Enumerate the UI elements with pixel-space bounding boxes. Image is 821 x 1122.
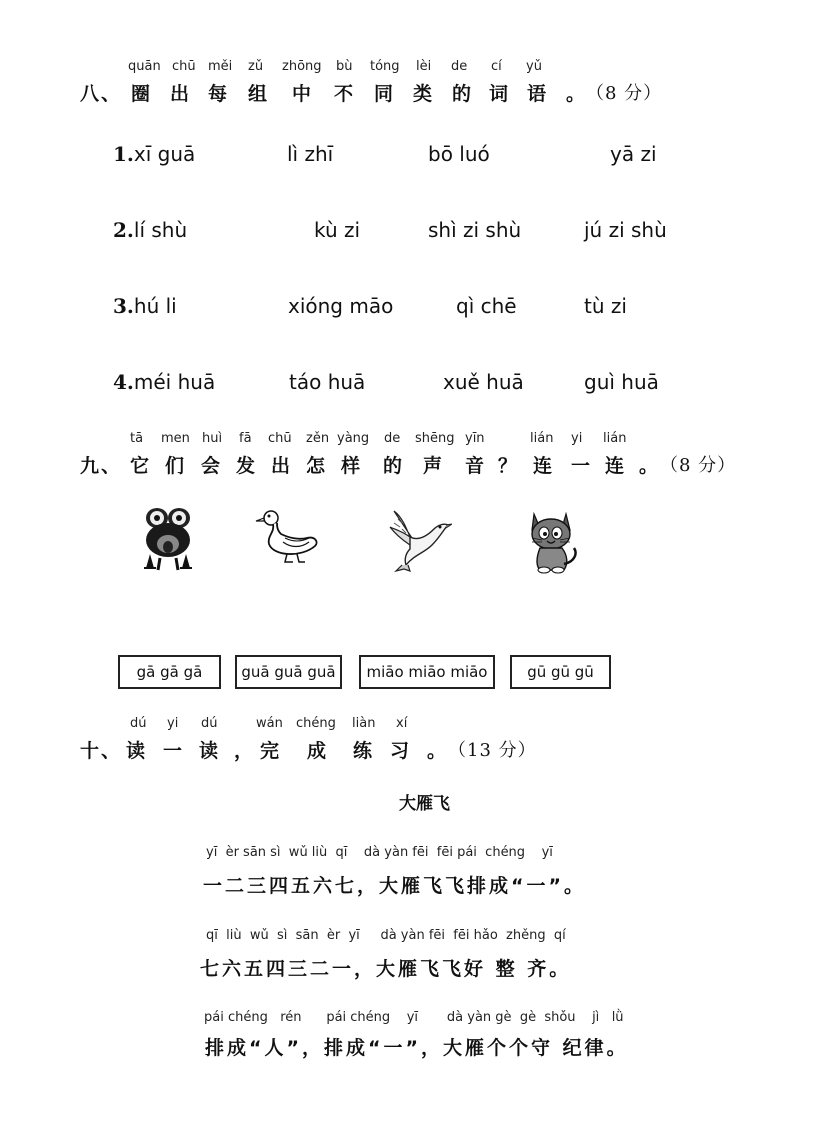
q8-row-1-item-4[interactable]: yā zi: [610, 142, 657, 166]
q9-char-6: 怎: [306, 455, 328, 477]
dove-image[interactable]: [388, 507, 452, 573]
q9-pinyin-6: zěn: [306, 431, 330, 446]
q9-pinyin-11: lián: [530, 431, 554, 446]
q8-row-2-item-3[interactable]: shì zi shù: [428, 218, 522, 242]
q8-pinyin-8: lèi: [416, 59, 432, 74]
sound-box-2[interactable]: [235, 655, 342, 689]
duck-image[interactable]: [255, 508, 321, 564]
q10-pinyin-6: liàn: [352, 716, 376, 731]
q8-char-1: 圈: [131, 83, 153, 105]
q10-char-8: 习: [390, 740, 412, 762]
q8-row-3: [113, 294, 177, 318]
q9-pinyin-2: men: [161, 431, 190, 446]
q9-pinyin-3: huì: [202, 431, 223, 446]
q8-pinyin-6: bù: [336, 59, 353, 74]
q8-char-8: 类: [413, 83, 435, 105]
sound-box-1-label: gā gā gā: [136, 663, 203, 681]
q9-pinyin-4: fā: [239, 431, 252, 446]
q10-char-2: 一: [163, 740, 185, 762]
sound-box-3-label: miāo miāo miāo: [366, 663, 488, 681]
q9-number: 九、: [80, 455, 123, 477]
poem-line-1-pinyin: yī èr sān sì wǔ liù qī dà yàn fēi fēi pái chéng yī: [206, 845, 553, 860]
q10-pinyin-3: dú: [201, 716, 218, 731]
poem-line-3-text: 排成“人”，排成“一”，大雁个个守 纪律。: [205, 1037, 629, 1059]
q9-char-12: 连: [533, 455, 555, 477]
q8-score: （8 分）: [586, 83, 663, 104]
q8-row-4-item-3[interactable]: xuě huā: [443, 370, 524, 394]
q10-pinyin-5: chéng: [296, 716, 336, 731]
q8-row-3-number: 3.: [113, 294, 134, 318]
q8-char-4: 组: [248, 83, 270, 105]
q8-row-2-item-2[interactable]: kù zi: [314, 218, 361, 242]
q8-char-6: 不: [334, 83, 356, 105]
q8-pinyin-11: yǔ: [526, 59, 542, 74]
q9-char-9: 声: [423, 455, 445, 477]
q8-number: 八、: [80, 83, 123, 105]
q10-char-4: ，: [234, 740, 256, 762]
q8-char-3: 每: [208, 83, 230, 105]
q8-row-1-item-2[interactable]: lì zhī: [287, 142, 334, 166]
q8-row-4-item-2[interactable]: táo huā: [289, 370, 366, 394]
sound-box-4[interactable]: [510, 655, 611, 689]
sound-box-3[interactable]: [359, 655, 495, 689]
q9-char-15: 。: [639, 455, 661, 477]
q8-row-1-item-3[interactable]: bō luó: [428, 142, 490, 166]
q8-char-11: 语: [527, 83, 549, 105]
poem-line-1-text: 一二三四五六七，大雁飞飞排成“一”。: [203, 875, 586, 897]
q8-pinyin-4: zǔ: [248, 59, 264, 74]
q8-char-12: 。: [566, 83, 588, 105]
q8-pinyin-2: chū: [172, 59, 196, 74]
q8-pinyin-1: quān: [128, 59, 161, 74]
q8-row-2-item-4[interactable]: jú zi shù: [584, 218, 667, 242]
q9-pinyin-8: de: [384, 431, 401, 446]
sound-box-4-label: gū gū gū: [527, 663, 594, 681]
q8-row-2-item-1[interactable]: lí shù: [133, 218, 188, 242]
poem-title: 大雁飞: [399, 794, 450, 814]
q8-pinyin-5: zhōng: [282, 59, 322, 74]
q9-char-10: 音: [465, 455, 487, 477]
q8-row-4: [113, 370, 215, 394]
q9-char-5: 出: [271, 455, 293, 477]
q9-pinyin-5: chū: [268, 431, 292, 446]
q8-row-1-number: 1.: [113, 142, 134, 166]
q10-score: （13 分）: [448, 740, 537, 761]
sound-box-1[interactable]: [118, 655, 221, 689]
q9-char-7: 样: [341, 455, 363, 477]
q9-char-13: 一: [571, 455, 593, 477]
q9-char-14: 连: [605, 455, 627, 477]
q8-row-1-item-1[interactable]: xī guā: [133, 142, 196, 166]
q10-char-5: 完: [260, 740, 282, 762]
q8-row-4-item-4[interactable]: guì huā: [584, 370, 659, 394]
q10-pinyin-2: yi: [167, 716, 179, 731]
q9-char-11: ？: [498, 455, 520, 477]
q8-pinyin-3: měi: [208, 59, 233, 74]
cat-image[interactable]: [524, 506, 580, 574]
q8-pinyin-9: de: [451, 59, 468, 74]
q8-char-2: 出: [170, 83, 192, 105]
q8-row-3-item-3[interactable]: qì chē: [456, 294, 517, 318]
q10-pinyin-7: xí: [396, 716, 408, 731]
q9-char-2: 们: [165, 455, 187, 477]
q8-char-9: 的: [452, 83, 474, 105]
q9-char-4: 发: [236, 455, 258, 477]
q8-row-3-item-1[interactable]: hú li: [133, 294, 177, 318]
q9-pinyin-12: yi: [571, 431, 583, 446]
frog-image[interactable]: [140, 506, 196, 574]
q9-char-3: 会: [201, 455, 223, 477]
q8-char-10: 词: [489, 83, 511, 105]
q10-char-6: 成: [307, 740, 329, 762]
q9-pinyin-7: yàng: [337, 431, 370, 446]
q9-pinyin-1: tā: [130, 431, 144, 446]
q10-char-7: 练: [353, 740, 375, 762]
q8-row-1: [113, 142, 195, 166]
q8-row-2: [113, 218, 187, 242]
q8-char-7: 同: [374, 83, 396, 105]
q10-char-3: 读: [199, 740, 221, 762]
q9-pinyin-13: lián: [603, 431, 627, 446]
q8-row-3-item-4[interactable]: tù zi: [584, 294, 627, 318]
poem-line-2-pinyin: qī liù wǔ sì sān èr yī dà yàn fēi fēi hǎo zhěng qí: [206, 928, 566, 943]
q8-row-2-number: 2.: [113, 218, 134, 242]
q8-row-3-item-2[interactable]: xióng māo: [288, 294, 394, 318]
q9-pinyin-9: shēng: [415, 431, 455, 446]
q10-char-9: 。: [427, 740, 449, 762]
q10-pinyin-4: wán: [256, 716, 283, 731]
q8-pinyin-10: cí: [491, 59, 502, 74]
q8-row-4-number: 4.: [113, 370, 134, 394]
q8-pinyin-7: tóng: [370, 59, 400, 74]
q9-pinyin-10: yīn: [465, 431, 485, 446]
sound-box-2-label: guā guā guā: [241, 663, 336, 681]
q9-char-1: 它: [130, 455, 152, 477]
q10-number: 十、: [80, 740, 123, 762]
q10-char-1: 读: [126, 740, 148, 762]
poem-line-3-pinyin: pái chéng rén pái chéng yī dà yàn gè gè shǒu jì lǜ: [204, 1010, 624, 1025]
q10-pinyin-1: dú: [130, 716, 147, 731]
q9-score: （8 分）: [660, 455, 737, 476]
q9-char-8: 的: [383, 455, 405, 477]
q8-char-5: 中: [292, 83, 314, 105]
q8-row-4-item-1[interactable]: méi huā: [133, 370, 216, 394]
poem-line-2-text: 七六五四三二一，大雁飞飞好 整 齐。: [200, 958, 572, 980]
